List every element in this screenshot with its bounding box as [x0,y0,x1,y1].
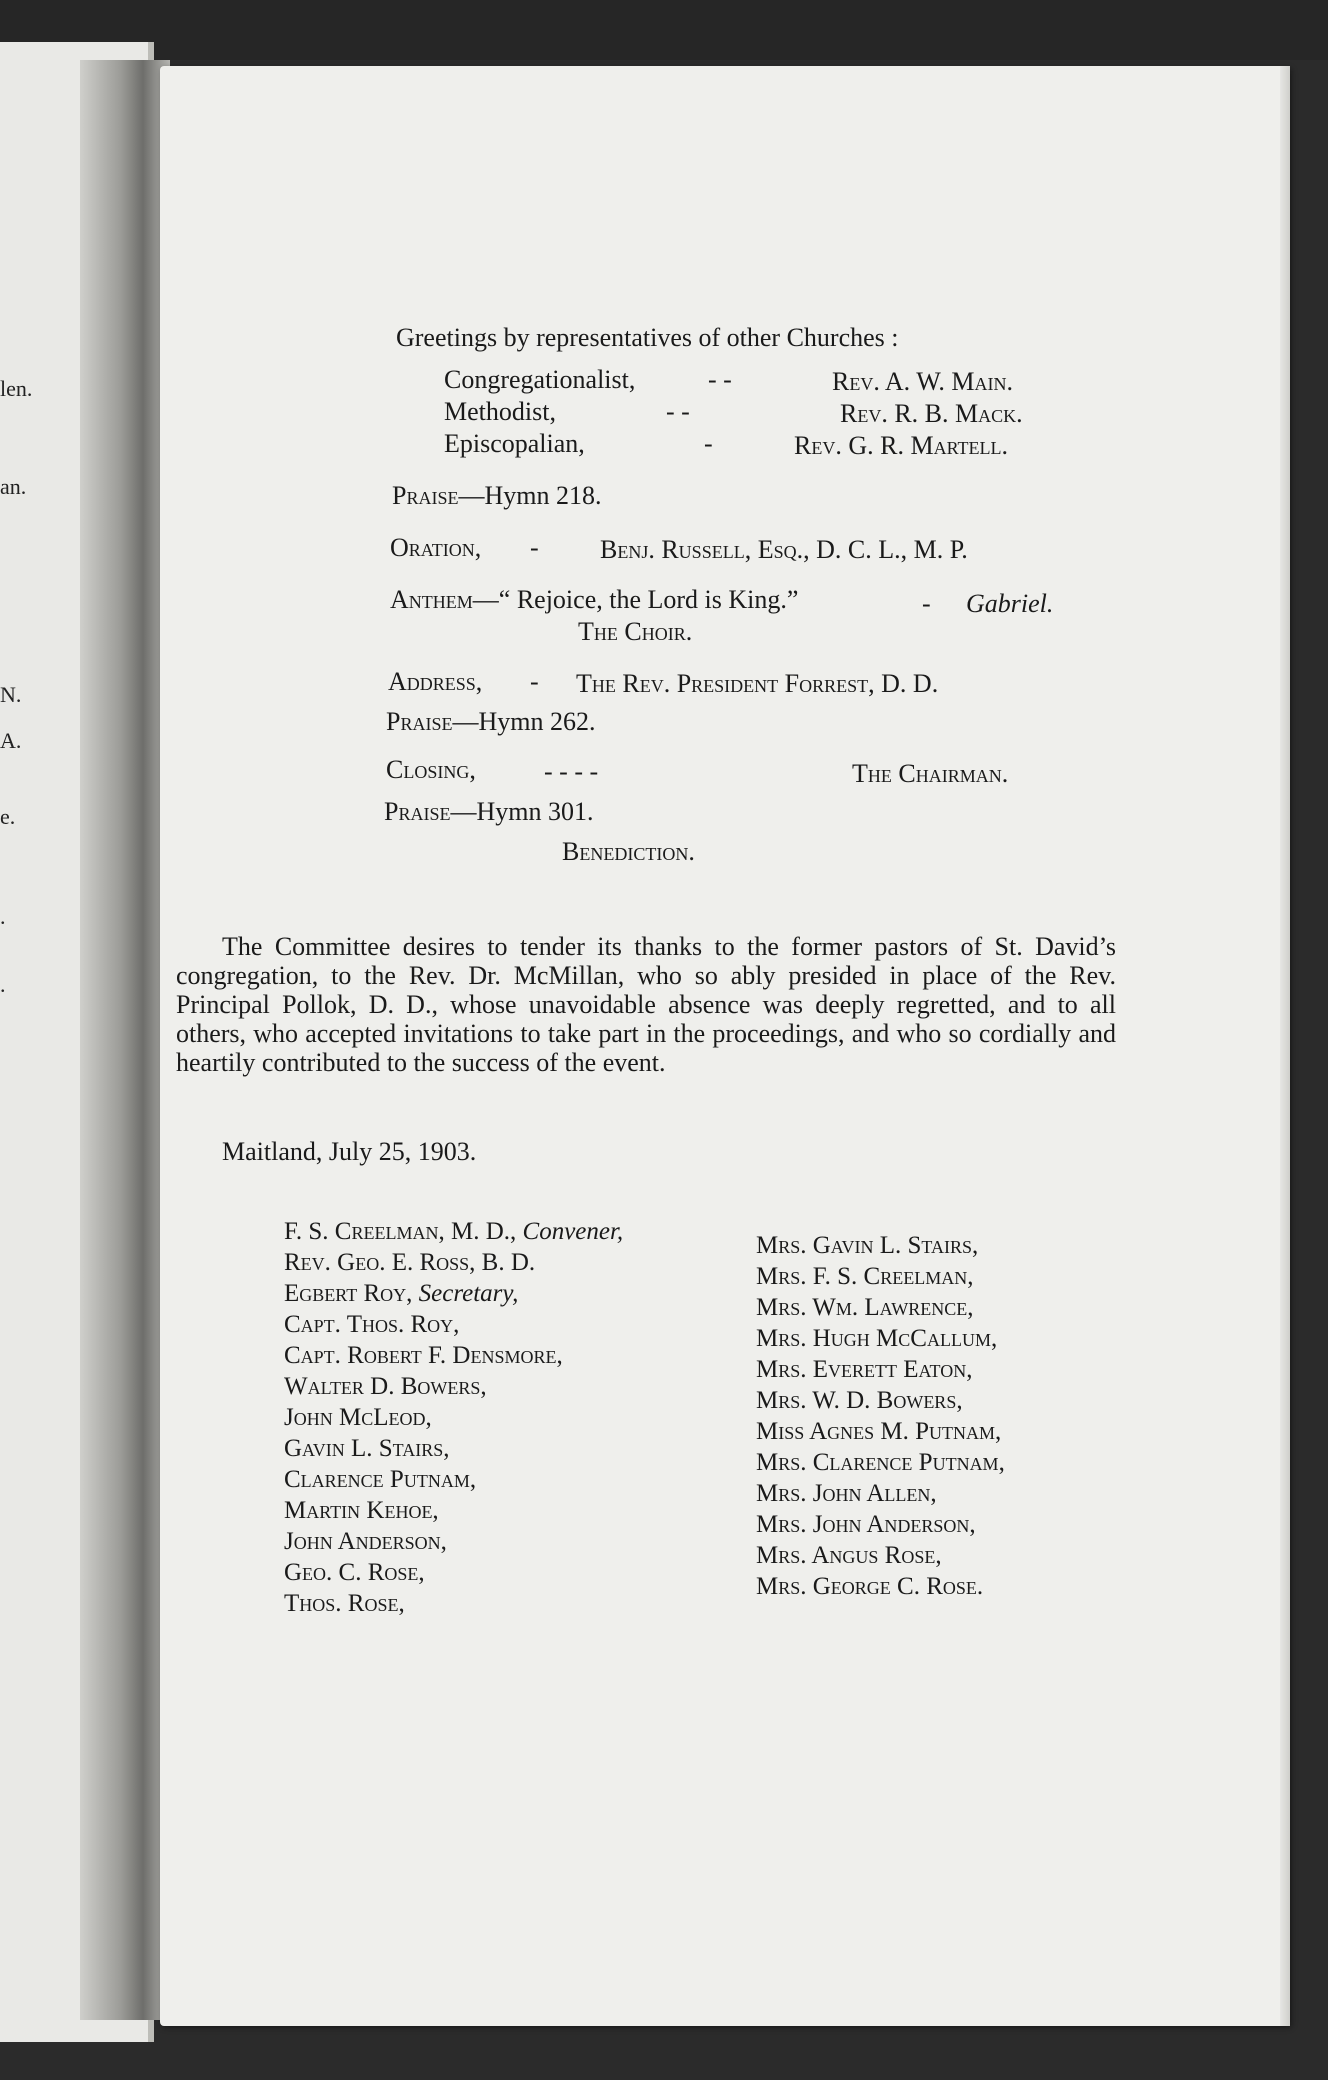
greeting-representative: Rev. G. R. Martell. [794,431,1008,460]
oration-dash: - [530,533,539,562]
page-content [160,66,1290,2026]
committee-member: Walter D. Bowers, [284,1373,487,1400]
oration-label: Oration, [390,533,482,562]
oration-speaker: Benj. Russell, Esq., D. C. L., M. P. [600,535,968,564]
committee-member: John McLeod, [284,1404,432,1431]
prev-page-fragment: . [0,972,6,997]
prev-page-fragment: N. [0,682,22,707]
thanks-paragraph [176,932,1116,1077]
committee-member: Geo. C. Rose, [284,1559,425,1586]
closing-dashes: - - - - [544,757,599,786]
prev-page-fragment: an. [0,474,27,499]
anthem-composer: Gabriel. [966,589,1054,618]
committee-member: Thos. Rose, [284,1590,405,1617]
committee-member: Mrs. Gavin L. Stairs, [756,1232,979,1259]
committee-member: Capt. Thos. Roy, [284,1311,460,1338]
greeting-church: Methodist, [444,397,556,426]
praise-hymn: —Hymn 301. [450,797,594,826]
prev-page-fragment: A. [0,728,22,753]
address-label: Address, [388,667,483,696]
committee-member: Mrs. W. D. Bowers, [756,1387,963,1414]
praise-hymn: —Hymn 218. [458,481,602,510]
committee-member: Mrs. Angus Rose, [756,1542,942,1569]
anthem-line [390,584,798,616]
committee-member: Clarence Putnam, [284,1466,477,1493]
committee-member: F. S. Creelman, M. D., [284,1218,517,1245]
committee-member: Mrs. Wm. Lawrence, [756,1294,974,1321]
committee-member: John Anderson, [284,1528,447,1555]
scanner-top-edge [0,0,1328,60]
committee-member: Mrs. F. S. Creelman, [756,1263,974,1290]
praise-line [386,706,595,738]
committee-member: Mrs. John Anderson, [756,1511,976,1538]
committee-member: Miss Agnes M. Putnam, [756,1418,1002,1445]
praise-label: Praise [392,481,459,510]
greeting-representative: Rev. R. B. Mack. [840,399,1023,428]
committee-role: Secretary, [418,1280,519,1307]
greeting-dashes: - - [666,397,690,426]
committee-right-column [756,1230,1005,1602]
committee-member: Gavin L. Stairs, [284,1435,450,1462]
committee-member: Mrs. Everett Eaton, [756,1356,973,1383]
greeting-church: Episcopalian, [444,429,585,458]
address-dash: - [530,667,539,696]
prev-page-fragment: . [0,904,6,929]
committee-member: Martin Kehoe, [284,1497,439,1524]
closing-label: Closing, [386,755,476,784]
committee-member-row [284,1278,623,1309]
praise-line [384,796,593,828]
greetings-heading: Greetings by representatives of other Churches : [396,323,899,352]
committee-member: Capt. Robert F. Densmore, [284,1342,563,1369]
anthem-title: —“ Rejoice, the Lord is King.” [472,585,799,614]
anthem-performer: The Choir. [578,617,693,646]
address-speaker: The Rev. President Forrest, D. D. [576,669,939,698]
document-page [160,66,1290,2026]
prev-page-fragment: len. [0,376,33,401]
anthem-label: Anthem [390,585,473,614]
committee-member: Mrs. Clarence Putnam, [756,1449,1005,1476]
closing-speaker: The Chairman. [852,759,1009,788]
benediction: Benediction. [562,837,695,866]
oration-line [390,532,481,564]
greeting-church: Congregationalist, [444,365,636,394]
committee-member-row [284,1216,623,1247]
prev-page-fragment: e. [0,804,16,829]
thanks-paragraph-text: The Committee desires to tender its thanks to the former pastors of St. David’s congregation, to the Rev. Dr. McMillan, who so ably presided in place of the Rev. Principal Pollok, D. D., whose unavoidable absence was deeply regretted, and to all others, who accepted invitations to take part in the proceedings, and who so cordially and heartily contributed to the success of the event. [176,932,1116,1077]
anthem-dash: - [922,589,931,618]
committee-member: Mrs. George C. Rose. [756,1573,984,1600]
praise-label: Praise [384,797,451,826]
committee-member: Mrs. Hugh McCallum, [756,1325,998,1352]
greeting-dashes: - - [708,365,732,394]
committee-role: Convener, [522,1218,624,1245]
praise-hymn: —Hymn 262. [452,707,596,736]
committee-left-column [284,1216,623,1619]
dateline: Maitland, July 25, 1903. [222,1137,477,1166]
committee-member: Mrs. John Allen, [756,1480,937,1507]
committee-member: Rev. Geo. E. Ross, B. D. [284,1249,536,1276]
praise-label: Praise [386,707,453,736]
committee-member: Egbert Roy, [284,1280,413,1307]
greeting-representative: Rev. A. W. Main. [832,367,1013,396]
book-binding-gutter [80,60,170,2020]
praise-line [392,480,601,512]
greeting-dashes: - [704,429,713,458]
